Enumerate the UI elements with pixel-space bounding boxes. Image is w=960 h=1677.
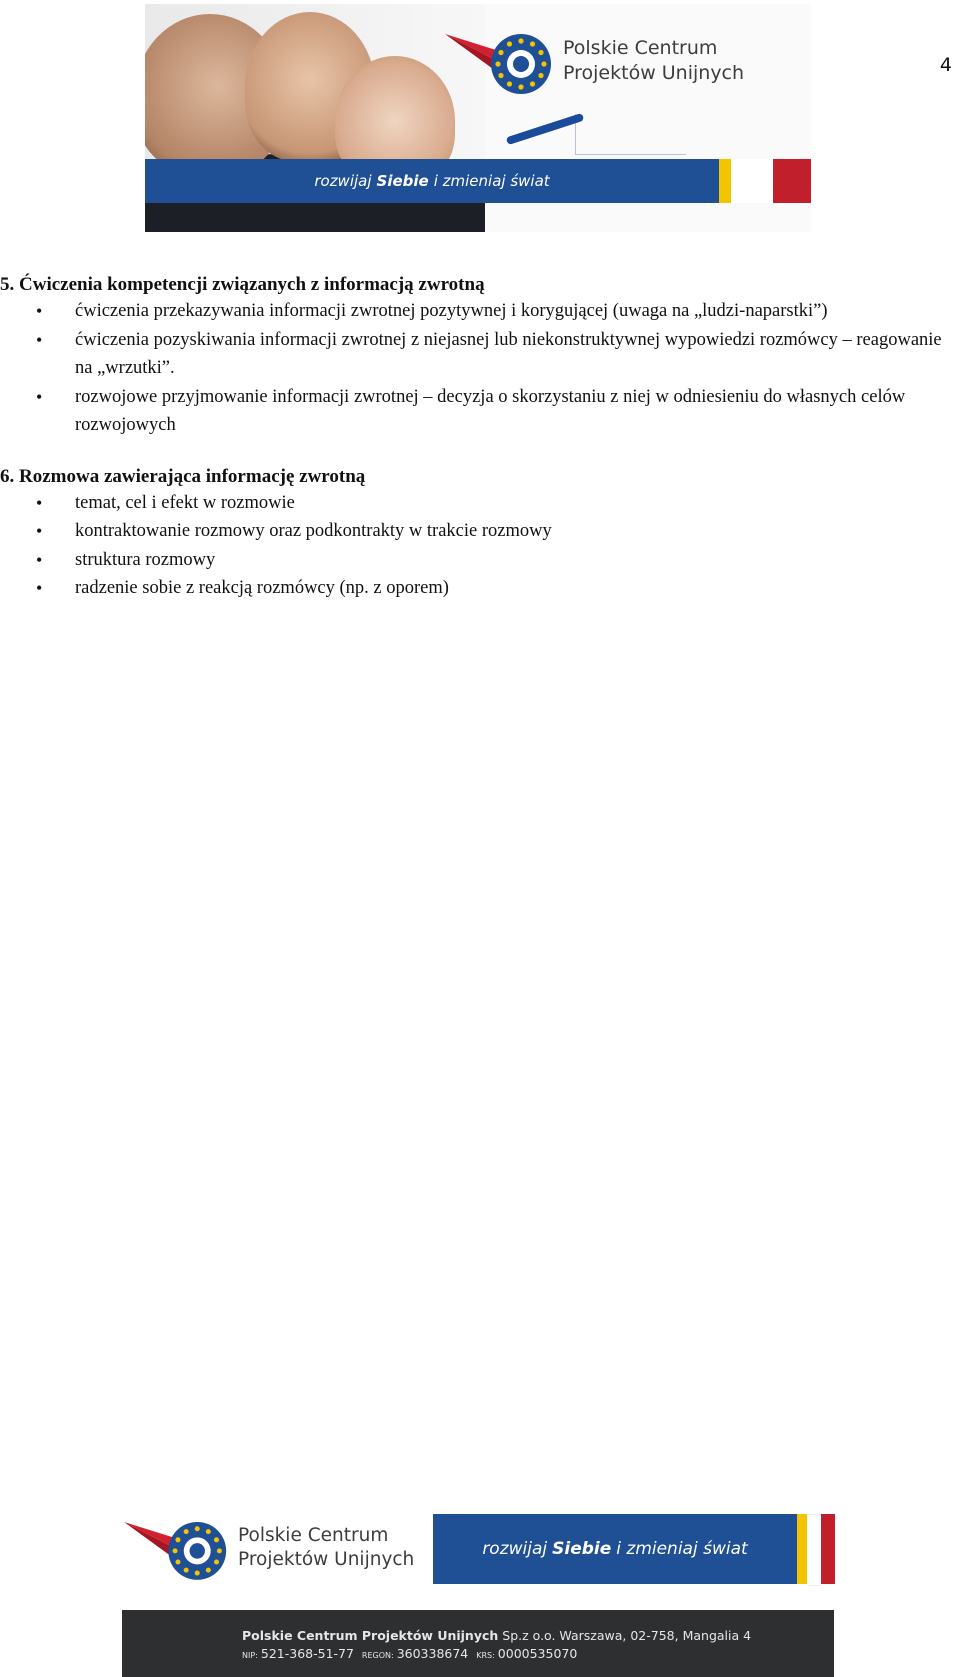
footer-company-info: [122, 1610, 834, 1677]
list-item: • struktura rozmowy: [0, 546, 960, 575]
list-item: • kontraktowanie rozmowy oraz podkontrakty w trakcie rozmowy: [0, 517, 960, 546]
flag-stripe-white: [807, 1514, 821, 1586]
flag-stripe-white: [731, 159, 773, 203]
flag-stripe-yellow: [719, 159, 731, 203]
section-heading: 5. Ćwiczenia kompetencji związanych z informacją zwrotną: [0, 274, 485, 295]
list-item: • ćwiczenia przekazywania informacji zwrotnej pozytywnej i korygującej (uwaga na „ludzi-naparstki”): [0, 297, 960, 326]
document-body: [0, 272, 960, 603]
brand-name: Polskie Centrum Projektów Unijnych: [563, 37, 745, 84]
header-banner: [145, 4, 811, 232]
brand-logo: [445, 26, 744, 96]
bullet-list: [0, 297, 960, 440]
flag-stripe-yellow: [797, 1514, 807, 1584]
company-address: Polskie Centrum Projektów Unijnych Sp.z o.o. Warszawa, 02-758, Mangalia 4: [242, 1628, 752, 1643]
list-item: • ćwiczenia pozyskiwania informacji zwrotnej z niejasnej lub niekonstruktywnej wypowiedzi rozmówcy – reagowanie na „wrzutki”.: [0, 326, 960, 383]
page-number: 4: [939, 54, 952, 76]
footer-slogan-ribbon: rozwijaj Siebie i zmieniaj świat: [433, 1514, 797, 1584]
section-heading: 6. Rozmowa zawierająca informację zwrotną: [0, 465, 366, 487]
company-registry: NIP: 521-368-51-77 REGON: 360338674 KRS: 0000535070: [242, 1646, 578, 1661]
list-item: • temat, cel i efekt w rozmowie: [0, 489, 960, 518]
list-item: • rozwojowe przyjmowanie informacji zwrotnej – decyzja o skorzystaniu z niej w odniesieniu do własnych celów rozwojowych: [0, 383, 960, 440]
bullet-list: [0, 489, 960, 603]
slogan-ribbon: rozwijaj Siebie i zmieniaj świat: [145, 159, 719, 203]
eu-stars-logo-icon: [124, 1513, 230, 1583]
list-item: • radzenie sobie z reakcją rozmówcy (np. z oporem): [0, 574, 960, 603]
footer-brand-logo: [124, 1513, 414, 1583]
flag-stripe-red: [773, 159, 811, 203]
footer-brand-name: Polskie Centrum Projektów Unijnych: [238, 1525, 415, 1570]
eu-stars-logo-icon: [445, 26, 555, 96]
flag-stripe-red: [821, 1514, 835, 1584]
